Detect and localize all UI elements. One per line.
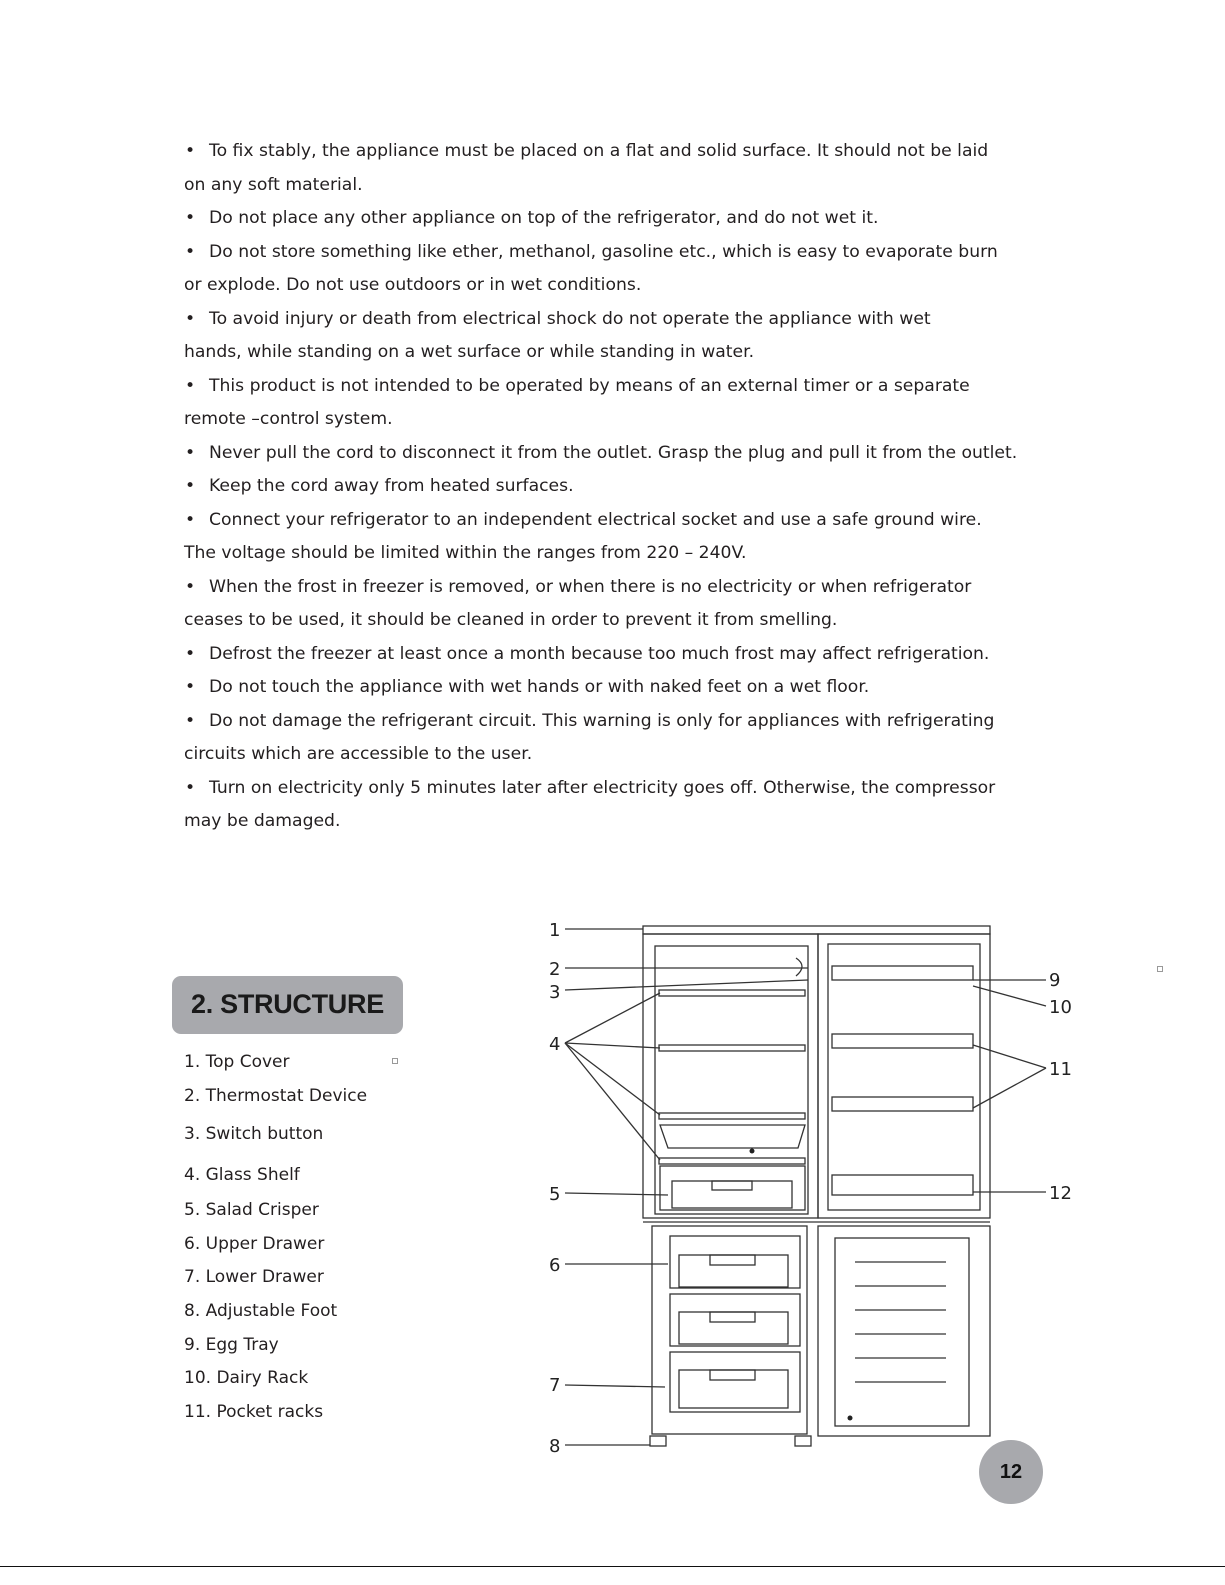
pocket-rack bbox=[832, 1034, 973, 1048]
part-list-item: 9. Egg Tray bbox=[184, 1335, 279, 1355]
bullet-item: • Connect your refrigerator to an independent electrical socket and use a safe ground wire. bbox=[184, 504, 1064, 538]
callout-6: 6 bbox=[549, 1255, 561, 1276]
bullet-continuation: ceases to be used, it should be cleaned in order to prevent it from smelling. bbox=[184, 610, 838, 630]
freezer-door bbox=[818, 1226, 990, 1436]
bullet-item: • This product is not intended to be operated by means of an external timer or a separate bbox=[184, 370, 1064, 404]
callout-8: 8 bbox=[549, 1436, 561, 1457]
top-cover bbox=[643, 926, 990, 934]
salad-crisper bbox=[660, 1166, 805, 1210]
callout-2: 2 bbox=[549, 959, 561, 980]
bullet-item: • To avoid injury or death from electrical shock do not operate the appliance with wet bbox=[184, 303, 1064, 337]
bullet-continuation: The voltage should be limited within the ranges from 220 – 240V. bbox=[184, 543, 747, 563]
bullet-item: • Never pull the cord to disconnect it from the outlet. Grasp the plug and pull it from the outlet. bbox=[184, 437, 1064, 471]
callout-12: 12 bbox=[1049, 1183, 1072, 1204]
part-list-item: 3. Switch button bbox=[184, 1124, 324, 1144]
callout-9: 9 bbox=[1049, 970, 1061, 991]
page-number-badge bbox=[979, 1440, 1043, 1504]
part-list-item: 5. Salad Crisper bbox=[184, 1200, 319, 1220]
part-list-item: 11. Pocket racks bbox=[184, 1402, 324, 1422]
bullet-continuation: may be damaged. bbox=[184, 811, 341, 831]
freezer-body bbox=[652, 1226, 807, 1434]
egg-tray bbox=[832, 966, 973, 980]
bottom-door-rack bbox=[832, 1175, 973, 1195]
part-list-item: 1. Top Cover bbox=[184, 1052, 290, 1072]
bullet-item: • Do not place any other appliance on top of the refrigerator, and do not wet it. bbox=[184, 202, 1064, 236]
callout-3: 3 bbox=[549, 982, 561, 1003]
callout-5: 5 bbox=[549, 1184, 561, 1205]
pocket-rack bbox=[832, 1097, 973, 1111]
thermostat-device bbox=[796, 958, 802, 976]
callout-10: 10 bbox=[1049, 997, 1072, 1018]
bullet-item: • Keep the cord away from heated surfaces. bbox=[184, 470, 1064, 504]
bullet-item: • Do not damage the refrigerant circuit. This warning is only for appliances with refrigerating bbox=[184, 705, 1064, 739]
part-list-item: 4. Glass Shelf bbox=[184, 1165, 300, 1185]
callout-1: 1 bbox=[549, 920, 561, 941]
adjustable-foot bbox=[650, 1436, 666, 1446]
part-list-item: 7. Lower Drawer bbox=[184, 1267, 324, 1287]
middle-drawer bbox=[670, 1294, 800, 1346]
page-number: 12 bbox=[999, 1461, 1023, 1483]
bullet-item: • To fix stably, the appliance must be placed on a flat and solid surface. It should not be laid bbox=[184, 135, 1064, 169]
callout-7: 7 bbox=[549, 1375, 561, 1396]
bullet-item: • Do not store something like ether, methanol, gasoline etc., which is easy to evaporate burn bbox=[184, 236, 1064, 270]
bullet-continuation: or explode. Do not use outdoors or in wet conditions. bbox=[184, 275, 642, 295]
part-list-item: 10. Dairy Rack bbox=[184, 1368, 309, 1388]
bullet-continuation: on any soft material. bbox=[184, 174, 363, 195]
callout-11: 11 bbox=[1049, 1059, 1072, 1080]
callout-4: 4 bbox=[549, 1034, 561, 1055]
part-list-item: 8. Adjustable Foot bbox=[184, 1301, 338, 1321]
glass-shelf bbox=[659, 1045, 805, 1051]
bullet-item: • Defrost the freezer at least once a month because too much frost may affect refrigeration. bbox=[184, 638, 1064, 672]
bullet-continuation: circuits which are accessible to the user. bbox=[184, 744, 533, 764]
bullet-item: • Do not touch the appliance with wet hands or with naked feet on a wet floor. bbox=[184, 671, 1064, 705]
glass-shelf bbox=[659, 990, 805, 996]
fridge-body bbox=[643, 934, 818, 1218]
adjustable-foot bbox=[795, 1436, 811, 1446]
bullet-item: • Turn on electricity only 5 minutes later after electricity goes off. Otherwise, the compressor bbox=[184, 772, 1064, 806]
section-title: 2. STRUCTURE bbox=[191, 989, 384, 1019]
bullet-continuation: remote –control system. bbox=[184, 409, 393, 429]
bottom-rule bbox=[0, 1566, 1225, 1567]
upper-drawer bbox=[670, 1236, 800, 1288]
bullet-item: • When the frost in freezer is removed, or when there is no electricity or when refrigerator bbox=[184, 571, 1064, 605]
part-list-item: 2. Thermostat Device bbox=[184, 1086, 368, 1106]
glass-shelf bbox=[659, 1113, 805, 1119]
lower-drawer bbox=[670, 1352, 800, 1412]
part-list-item: 6. Upper Drawer bbox=[184, 1234, 325, 1254]
bullet-continuation: hands, while standing on a wet surface or while standing in water. bbox=[184, 342, 755, 362]
